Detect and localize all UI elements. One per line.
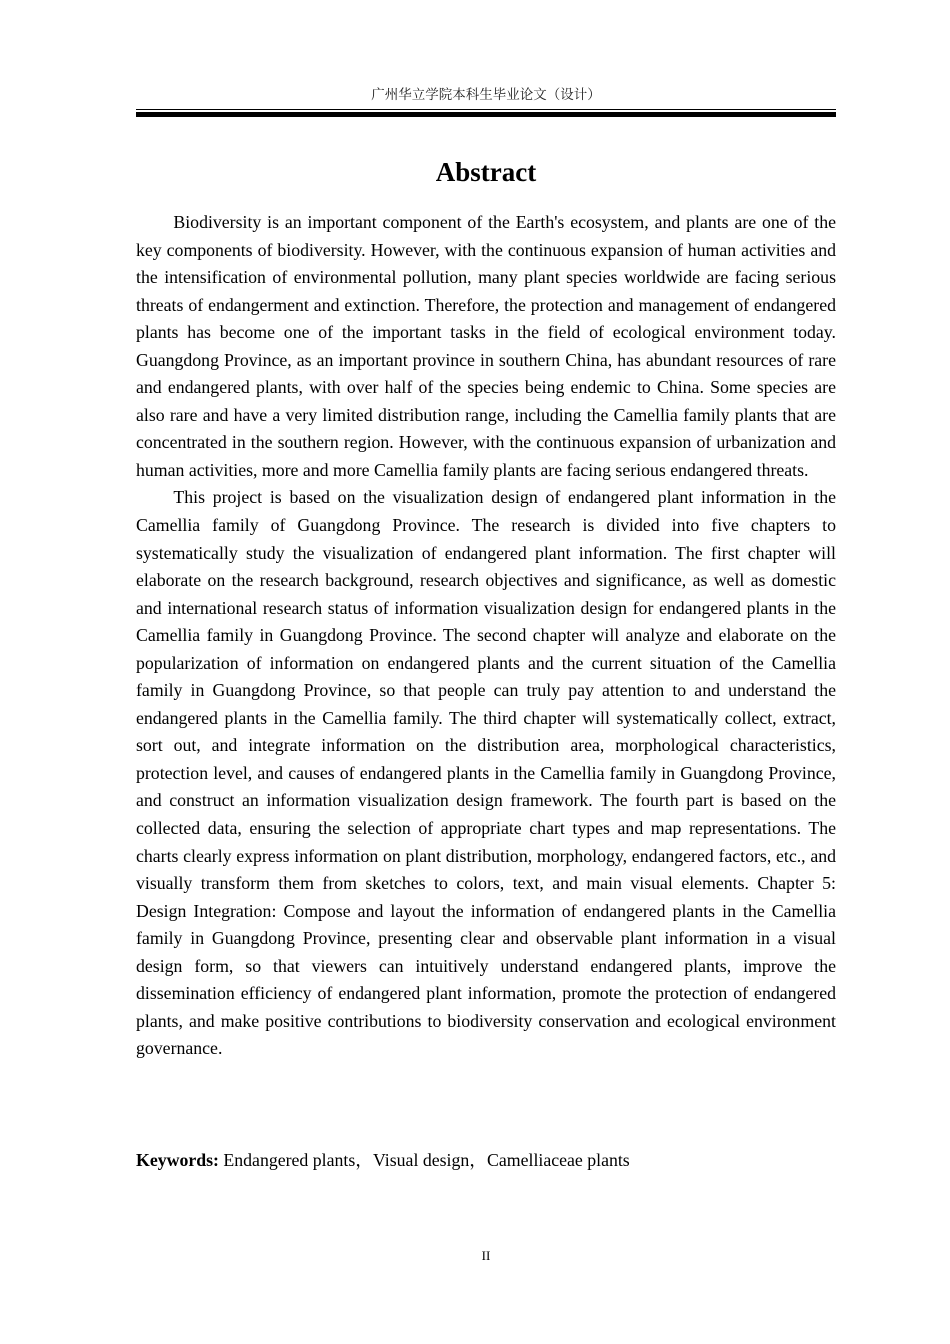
keywords-text: Endangered plants，Visual design，Camelliaceae plants — [218, 1150, 630, 1170]
running-header: 广州华立学院本科生毕业论文（设计） — [371, 87, 601, 103]
keywords-label: Keywords: — [136, 1150, 219, 1170]
keywords-line — [136, 1147, 836, 1175]
abstract-paragraph-1: Biodiversity is an important component of the Earth's ecosystem, and plants are one of the key components of biodiversity. However, with the continuous expansion of human activities and the intensification of environmental pollution, many plant species worldwide are facing serious threats of endangerment and extinction. Therefore, the protection and management of endangered plants has become one of the important tasks in the field of ecological environment today. Guangdong Province, as an important province in southern China, has abundant resources of rare and endangered plants, with over half of the species being endemic to China. Some species are also rare and have a very limited distribution range, including the Camellia family plants that are concentrated in the southern region. However, with the continuous expansion of urbanization and human activities, more and more Camellia family plants are facing serious endangered threats. — [136, 212, 836, 480]
page-number: II — [481, 1248, 491, 1263]
header-rule-thick — [136, 112, 836, 117]
abstract-body — [136, 209, 836, 1063]
header-rule-thin — [136, 109, 836, 110]
abstract-title: Abstract — [435, 157, 537, 187]
abstract-paragraph-2: This project is based on the visualization design of endangered plant information in the Camellia family of Guangdong Province. The research is divided into five chapters to systematically study the visualization of endangered plant information. The first chapter will elaborate on the research background, research objectives and significance, as well as domestic and international research status of information visualization design for endangered plants in the Camellia family in Guangdong Province. The second chapter will analyze and elaborate on the popularization of information on endangered plants and the current situation of the Camellia family in Guangdong Province, so that people can truly pay attention to and understand the endangered plants in the Camellia family. The third chapter will systematically collect, extract, sort out, and integrate information on the distribution area, morphological characteristics, protection level, and causes of endangered plants in the Camellia family in Guangdong Province, and construct an information visualization design framework. The fourth part is based on the collected data, ensuring the selection of appropriate chart types and map representations. The charts clearly express information on plant distribution, morphology, endangered factors, etc., and visually transform them from sketches to colors, text, and main visual elements. Chapter 5: Design Integration: Compose and layout the information of endangered plants in the Camellia family in Guangdong Province, presenting clear and observable plant information in a visual design form, so that viewers can intuitively understand endangered plants, improve the dissemination efficiency of endangered plant information, promote the protection of endangered plants, and make positive contributions to biodiversity conservation and ecological environment governance. — [136, 487, 836, 1059]
